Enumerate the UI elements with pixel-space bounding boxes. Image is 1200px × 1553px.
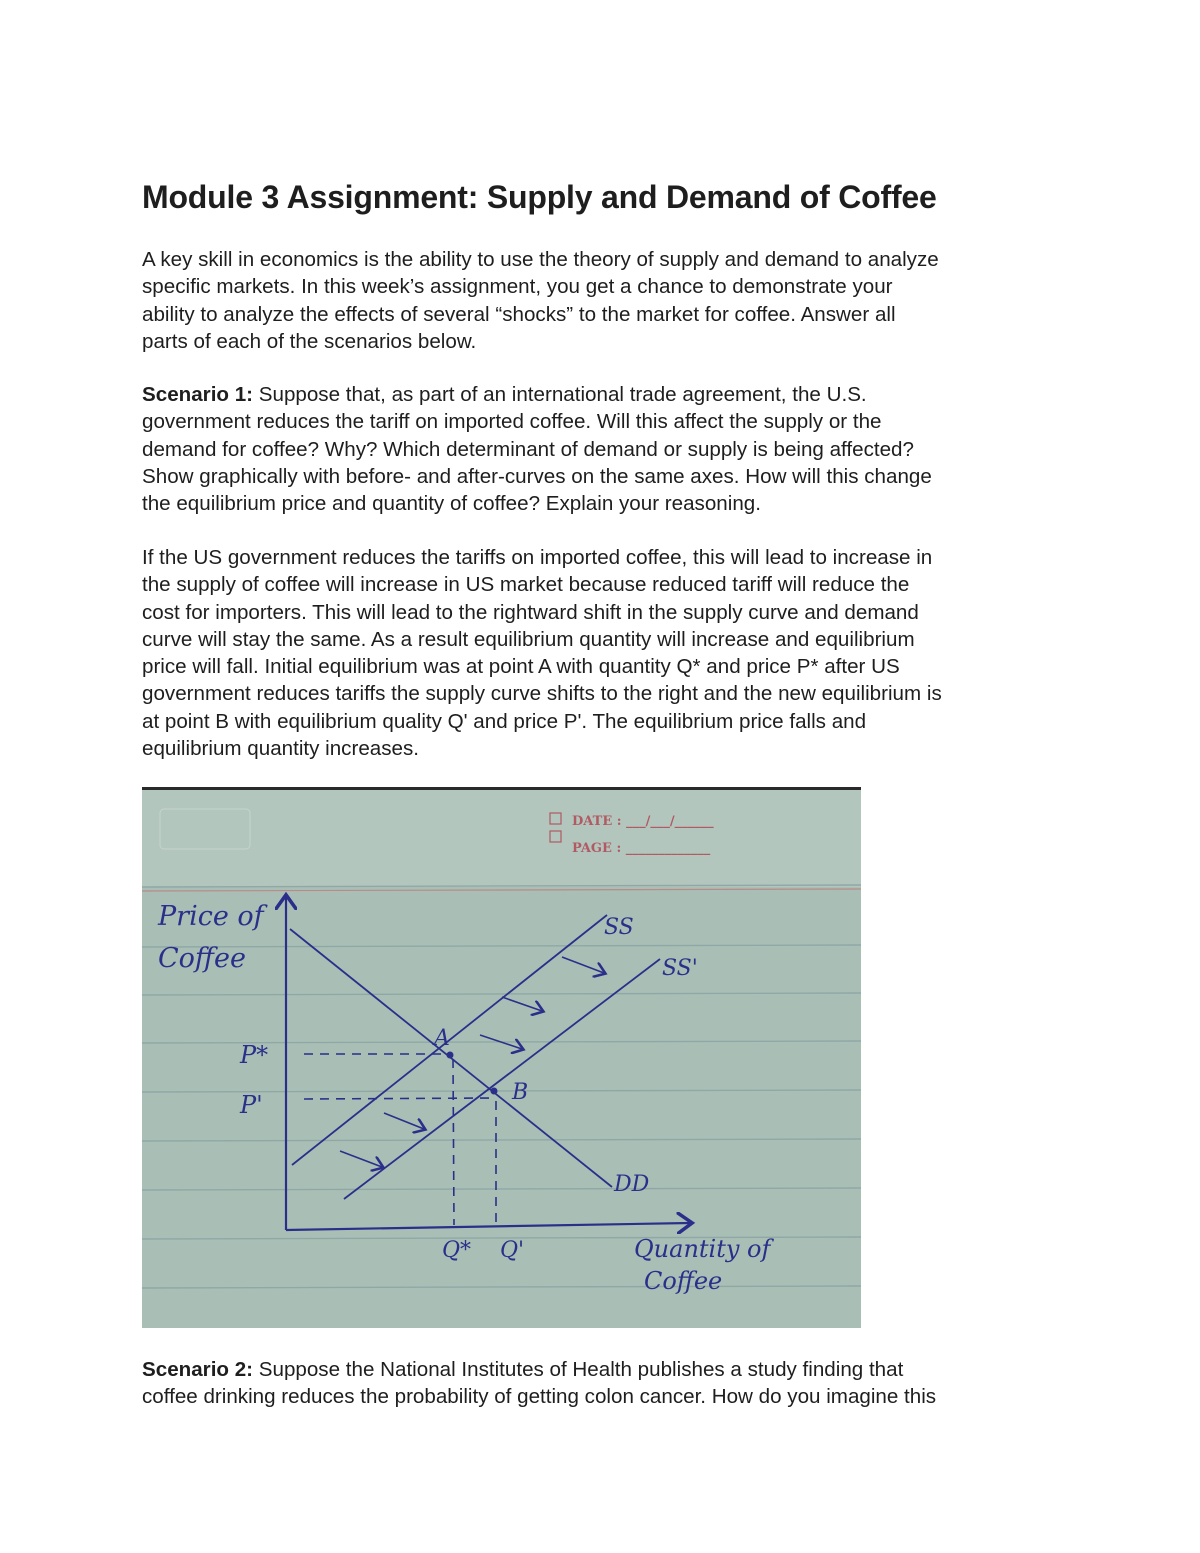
- price-p-prime-label: P': [240, 1091, 263, 1119]
- scenario-1-paragraph: [142, 381, 1072, 517]
- text-line: ability to analyze the effects of several “shocks” to the market for coffee. Answer all: [142, 302, 896, 326]
- quantity-q-star-label: Q*: [442, 1238, 472, 1263]
- text-line: government reduces tariffs the supply curve shifts to the right and the new equilibrium is: [142, 682, 942, 706]
- text-line: specific markets. In this week’s assignment, you get a chance to demonstrate your: [142, 275, 893, 299]
- scenario-2-label: Scenario 2:: [142, 1358, 254, 1381]
- page-field: PAGE : _____________: [572, 841, 711, 856]
- document-title: Module 3 Assignment: Supply and Demand of Coffee: [142, 179, 937, 215]
- text-line: Show graphically with before- and after-curves on the same axes. How will this change: [142, 464, 932, 488]
- answer-paragraph: [142, 544, 1072, 762]
- text-line: the supply of coffee will increase in US market because reduced tariff will reduce the: [142, 573, 910, 597]
- text-line: [142, 1356, 1072, 1383]
- text-line: equilibrium quantity increases.: [142, 737, 420, 761]
- date-field: DATE : ___/___/______: [572, 814, 714, 829]
- hand-drawn-graph-photo: [142, 787, 861, 1328]
- text-line: government reduces the tariff on imported coffee. Will this affect the supply or the: [142, 410, 882, 434]
- y-axis-label-line-1: Price of: [158, 901, 264, 932]
- text-line: cost for importers. This will lead to the rightward shift in the supply curve and demand: [142, 600, 919, 624]
- point-a-label: A: [434, 1026, 450, 1051]
- x-axis-label-line-2: Coffee: [644, 1267, 723, 1295]
- x-axis-label-line-1: Quantity of: [634, 1235, 771, 1263]
- y-axis-label-line-2: Coffee: [158, 943, 247, 974]
- text-line: A key skill in economics is the ability to use the theory of supply and demand to analyze: [142, 248, 939, 271]
- text-line: curve will stay the same. As a result equilibrium quantity will increase and equilibrium: [142, 627, 915, 651]
- supply-ss-label: SS: [604, 915, 634, 940]
- point-b-label: B: [512, 1080, 529, 1105]
- text-line: price will fall. Initial equilibrium was at point A with quantity Q* and price P* after US: [142, 655, 900, 679]
- text-line: demand for coffee? Why? Which determinant of demand or supply is being affected?: [142, 437, 914, 461]
- price-p-star-label: P*: [240, 1041, 269, 1069]
- scenario-1-label: Scenario 1:: [142, 383, 254, 406]
- text-line: the equilibrium price and quantity of coffee? Explain your reasoning.: [142, 492, 761, 516]
- text-line: [142, 381, 1072, 408]
- scenario-2-paragraph: [142, 1356, 1072, 1411]
- supply-demand-sketch: [142, 787, 861, 1328]
- equilibrium-point-a: [447, 1052, 454, 1059]
- equilibrium-point-b: [491, 1088, 498, 1095]
- text-line: coffee drinking reduces the probability of getting colon cancer. How do you imagine this: [142, 1385, 937, 1409]
- scenario-2-first-line: Suppose the National Institutes of Health publishes a study finding that: [253, 1358, 904, 1381]
- text-line: at point B with equilibrium quality Q' and price P'. The equilibrium price falls and: [142, 709, 867, 733]
- demand-dd-label: DD: [614, 1172, 650, 1197]
- photo-top-edge: [142, 787, 861, 790]
- text-line: parts of each of the scenarios below.: [142, 329, 477, 353]
- text-line: If the US government reduces the tariffs on imported coffee, this will lead to increase in: [142, 546, 933, 569]
- scenario-1-first-line: Suppose that, as part of an international trade agreement, the U.S.: [253, 383, 867, 406]
- quantity-q-prime-label: Q': [500, 1238, 525, 1263]
- supply-ss-shifted-label: SS': [662, 956, 698, 981]
- intro-paragraph: [142, 246, 1072, 355]
